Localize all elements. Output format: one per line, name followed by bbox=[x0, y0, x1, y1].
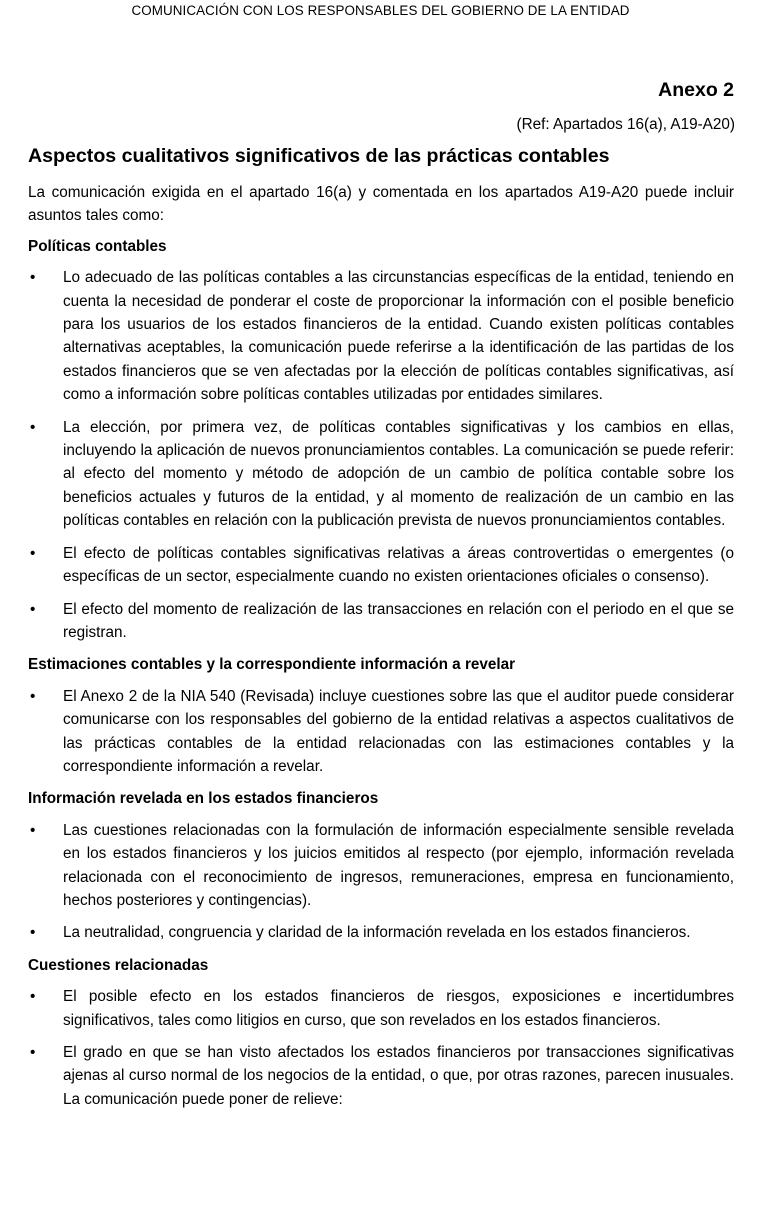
section-informacion-revelada-en-los-estados-financieros bbox=[28, 787, 734, 944]
list-item bbox=[28, 416, 734, 533]
reference-note: (Ref: Apartados 16(a), A19-A20) bbox=[516, 116, 735, 133]
section-heading: Información revelada en los estados financieros bbox=[28, 790, 379, 808]
list-item-text: El posible efecto en los estados financieros de riesgos, exposiciones e incertidumbres significativos, tales como litigios en curso, que son revelados en los estados financieros. bbox=[63, 988, 734, 1029]
list-item bbox=[28, 542, 734, 589]
bullet-list bbox=[28, 985, 734, 1111]
list-item bbox=[28, 985, 734, 1032]
bullet-icon: • bbox=[30, 988, 36, 1006]
bullet-list bbox=[28, 819, 734, 945]
bullet-icon: • bbox=[30, 600, 36, 618]
bullet-icon: • bbox=[30, 544, 36, 562]
bullet-icon: • bbox=[30, 1044, 36, 1061]
sections-container bbox=[28, 235, 734, 1111]
bullet-list bbox=[28, 685, 734, 779]
list-item-text: La neutralidad, congruencia y claridad de la información revelada en los estados financieros. bbox=[63, 924, 691, 942]
bullet-icon: • bbox=[30, 821, 36, 839]
intro-paragraph: La comunicación exigida en el apartado 16(a) y comentada en los apartados A19-A20 puede incluir asuntos tales como: bbox=[28, 184, 734, 225]
section-heading: Cuestiones relacionadas bbox=[28, 956, 209, 974]
annex-title: Anexo 2 bbox=[658, 79, 734, 101]
section-cuestiones-relacionadas bbox=[28, 954, 734, 1111]
bullet-icon: • bbox=[30, 418, 36, 436]
list-item-text: Las cuestiones relacionadas con la formulación de información especialmente sensible revelada en los estados financieros y los juicios emitidos al respecto (por ejemplo, información revelada relacionada con el reconocimiento de ingresos, remuneraciones, empresa en funcionamiento, hechos posteriores y contingencias). bbox=[63, 821, 734, 909]
list-item bbox=[28, 1041, 734, 1111]
bullet-list bbox=[28, 266, 734, 644]
section-politicas-contables bbox=[28, 235, 734, 645]
running-header: COMUNICACIÓN CON LOS RESPONSABLES DEL GOBIERNO DE LA ENTIDAD bbox=[131, 3, 630, 18]
list-item bbox=[28, 819, 734, 913]
section-heading: Estimaciones contables y la correspondiente información a revelar bbox=[28, 656, 516, 674]
list-item-text: El Anexo 2 de la NIA 540 (Revisada) incluye cuestiones sobre las que el auditor puede considerar comunicarse con los responsables del gobierno de la entidad relativas a aspectos cualitativos de las prácticas contables de la entidad relacionadas con las estimaciones contables y la correspondiente información a revelar. bbox=[63, 687, 734, 775]
bullet-icon: • bbox=[30, 924, 36, 942]
bullet-icon: • bbox=[30, 269, 36, 287]
list-item-text: El efecto del momento de realización de las transacciones en relación con el periodo en el que se registran. bbox=[63, 600, 734, 641]
document-body bbox=[28, 181, 734, 1120]
section-heading: Políticas contables bbox=[28, 237, 167, 255]
list-item bbox=[28, 921, 734, 944]
list-item-text: Lo adecuado de las políticas contables a las circunstancias específicas de la entidad, teniendo en cuenta la necesidad de ponderar el coste de proporcionar la información con el posible beneficio para los usuarios de los estados financieros de la entidad. Cuando existen políticas contables alternativas aceptables, la comunicación puede referirse a la identificación de las partidas de los estados financieros que se ven afectadas por la elección de políticas contables significativas, así como a información sobre políticas contables utilizadas por entidades similares. bbox=[63, 269, 734, 404]
list-item-text: El grado en que se han visto afectados los estados financieros por transacciones significativas ajenas al curso normal de los negocios de la entidad, o que, por otras razones, parecen inusuales. La comunicación puede poner de relieve: bbox=[63, 1044, 734, 1108]
list-item-text: La elección, por primera vez, de políticas contables significativas y los cambios en ellas, incluyendo la aplicación de nuevos pronunciamientos contables. La comunicación se puede referir: al efecto del momento y método de adopción de un cambio de política contable sobre los beneficios actuales y futuros de la entidad, y al momento de realización de un cambio en las políticas contables en relación con la publicación prevista de nuevos pronunciamientos contables. bbox=[63, 418, 734, 530]
bullet-icon: • bbox=[30, 687, 36, 705]
list-item-text: El efecto de políticas contables significativas relativas a áreas controvertidas o emergentes (o específicas de un sector, especialmente cuando no existen orientaciones oficiales o consenso). bbox=[63, 544, 734, 586]
page-title: Aspectos cualitativos significativos de las prácticas contables bbox=[28, 145, 610, 167]
list-item bbox=[28, 685, 734, 779]
list-item bbox=[28, 266, 734, 406]
section-estimaciones-contables-y-la-correspondiente-informacion-a-revelar bbox=[28, 653, 734, 778]
list-item bbox=[28, 598, 734, 645]
